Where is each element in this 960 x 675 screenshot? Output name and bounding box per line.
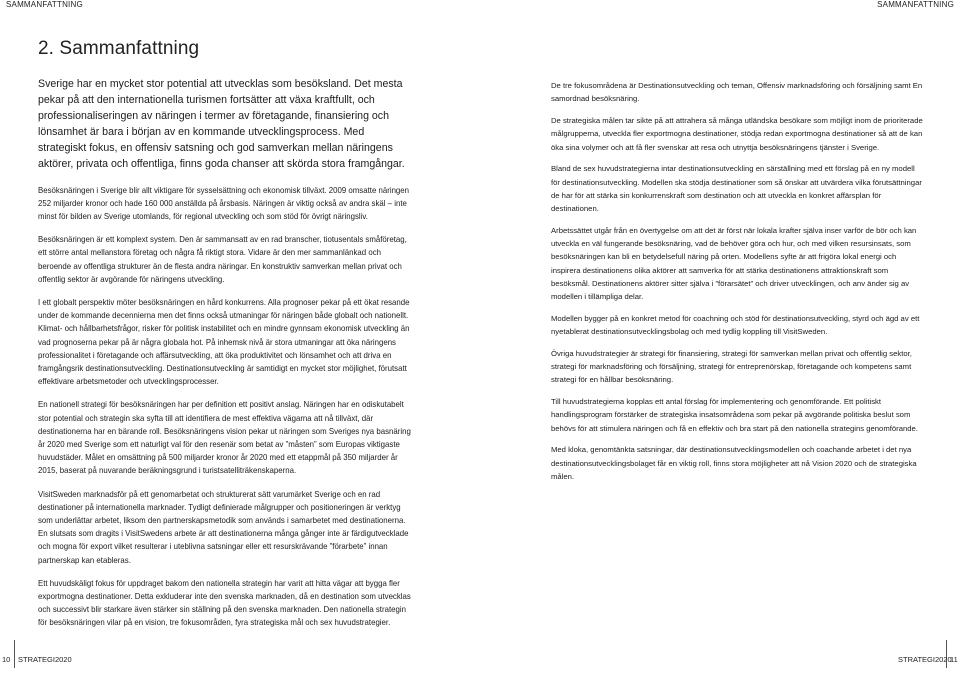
footer-divider-left	[14, 640, 15, 668]
body-paragraph: Bland de sex huvudstrategierna intar destinationsutveckling en särställning med ett förslag på en ny modell för destinationsutveckling. Modellen ska stödja destinationer som så önskar att utvärdera vilka förutsättningar de har för att stärka sin konkurrenskraft som destination och att utveckla en konkret affärsplan för destinationen.	[551, 164, 922, 213]
footer-label-right: STRATEGI2020	[898, 655, 952, 664]
intro-paragraph: Sverige har en mycket stor potential att utvecklas som besöksland. Det mesta pekar på att den internationella turismen fortsätter att växa kraftfullt, och professionaliseringen av näringen i termer av företagande, finansiering och lönsamhet är bara i början av en kommande utvecklingsprocess. Med strategiskt fokus, en offensiv satsning och god samverkan mellan näringens aktörer, privata och offentliga, finns goda chanser att skörda stora framgångar.	[38, 78, 405, 171]
body-paragraph: Till huvudstrategierna kopplas ett antal förslag för implementering och genomförande. Ett politiskt handlingsprogram förstärker de strategiska insatsområdena som pekar på avgörande politiska beslut som behövs för att stimulera näringen och få en effektiv och bra start på den nationella strategins genomförande.	[551, 397, 918, 433]
page-number-left: 10	[2, 655, 11, 664]
footer-label-left: STRATEGI2020	[18, 655, 72, 664]
page-number-right: 11	[950, 655, 958, 664]
body-paragraph: I ett globalt perspektiv möter besöksnäringen en hård konkurrens. Alla prognoser pekar på ett ökat resande under de kommande decennierna men det finns också utmaningar för näringen både globalt och nationellt. Klimat- och hållbarhetsfrågor, risker för politisk instabilitet och en mindre gynnsam ekonomisk utveckling än vad prognoserna pekar på är några globala hot. På inhemsk nivå är stora utmaningar att öka näringens professionalitet i företagande och affärsutveckling, att öka produktivitet och lönsamhet och att driva en framgångsrik destinationsutveckling. Destinationsutveckling är samtidigt en mycket stor möjlighet, förutsatt effektivare arbetsmetoder och utvecklingsprocesser.	[38, 297, 410, 387]
body-paragraph: Med kloka, genomtänkta satsningar, där destinationsutvecklingsmodellen och coachande arbetet i det nya destinationsutvecklingsbolaget får en viktig roll, finns stora möjligheter att nå Vision 2020 och de strategiska målen.	[551, 445, 917, 481]
body-paragraph: Arbetssättet utgår från en övertygelse om att det är först när lokala krafter själva inser varför de bör och kan utveckla en väl fungerande besöksnäring, vad de behöver göra och hur, och med vilken resursinsats, som besöksnäringen kan bli en betydelsefull näring på orten. Modellens syfte är att frigöra lokal energi och inspirera destinationens olika aktörer att samverka för att stärka destinationens attraktionskraft som besöksmål. Destinationens aktörer sitter själva i ”förarsätet” och driver utvecklingen, och anv änder sig av modellen i tillämpliga delar.	[551, 225, 917, 301]
running-header-left: SAMMANFATTNING	[6, 0, 83, 9]
body-paragraph: De tre fokusområdena är Destinationsutveckling och teman, Offensiv marknadsföring och försäljning samt En samordnad besöksnäring.	[551, 81, 923, 104]
body-paragraph: Ett huvudskäligt fokus för uppdraget bakom den nationella strategin har varit att hitta vägar att bygga fler exportmogna destinationer. Detta exkluderar inte den svenska marknaden, då en destination som utvecklas och successivt blir starkare även stärker sin ställning på den svenska marknaden. Den nationella strategin för besöksnäringen vilar på en vision, tre fokusområden, fyra strategiska mål och sex huvudstrategier.	[38, 578, 411, 628]
body-paragraph: En nationell strategi för besöksnäringen har per definition ett positivt anslag. Näringen har en odiskutabelt stor potential och strategin ska syfta till att identifiera de mest effektiva vägarna att nå tillväxt, där destinationerna har en bärande roll. Besöksnäringens vision pekar ut näringen som Sveriges nya basnäring år 2020 med Sverige som ett naturligt val för den resenär som betat av ”måsten” som Europas viktigaste huvudstäder. Målet en omsättning på 500 miljarder kronor år 2020 med ett etappmål på 350 miljarder år 2015, baserat på nuvarande beräkningsgrund i turistsatelliträkenskaperna.	[38, 400, 411, 476]
running-header-right: SAMMANFATTNING	[877, 0, 954, 9]
body-paragraph: VisitSweden marknadsför på ett genomarbetat och strukturerat sätt varumärket Sverige och en rad destinationer på internationella marknader. Tydligt definierade målgrupper och positioneringen är verktyg som underlättar arbetet, liksom den partnerskapsmetodik som används i samarbetet med destinationerna. En slutsats som dragits i VisitSwedens arbete är att destinationerna många gånger inte är färdigutvecklade och mogna för export vilket resulterar i uteblivna satsningar eller ett resurskrävande ”förarbete” innan partnerskap kan etableras.	[38, 489, 409, 565]
body-paragraph: Övriga huvudstrategier är strategi för finansiering, strategi för samverkan mellan privat och offentlig sektor, strategi för marknadsföring och försäljning, strategi för entreprenörskap, företagande och kompetens samt strategi för en hållbar besöksnäring.	[551, 348, 912, 385]
body-paragraph: Besöksnäringen är ett komplext system. Den är sammansatt av en rad branscher, tiotusentals småföretag, ett större antal mellanstora företag och några få riktigt stora. Vidare är den mer sammanlänkad och beroende av offentliga strukturer än de flesta andra näringar. En konstruktiv samverkan mellan privat och offentlig sektor är avgörande för näringens utveckling.	[38, 235, 407, 284]
body-paragraph: Modellen bygger på en konkret metod för coachning och stöd för destinationsutveckling, styrd och ägd av ett nyetablerat destinationsutvecklingsbolag och med tydlig koppling till VisitSweden.	[551, 313, 920, 336]
left-text-column	[38, 76, 413, 640]
body-paragraph: De strategiska målen tar sikte på att attrahera så många utländska besökare som möjligt inom de prioriterade målgrupperna, utveckla fler exportmogna destinationer, stödja redan exportmogna destinationer så att de kan öka sina volymer och att få fler svenskar att resa och utnyttja besöksnäringens tjänster i Sverige.	[551, 116, 923, 152]
page-title: 2. Sammanfattning	[38, 38, 200, 59]
right-text-column	[551, 79, 923, 492]
body-paragraph: Besöksnäringen i Sverige blir allt viktigare för sysselsättning och ekonomisk tillväxt. 2009 omsatte näringen 252 miljarder kronor och hade 160 000 anställda på årsbasis. Näringen är viktig också av andra skäl – inte minst för bilden av Sverige utomlands, för regional utveckling och som stöd för övrigt näringsliv.	[38, 185, 410, 221]
